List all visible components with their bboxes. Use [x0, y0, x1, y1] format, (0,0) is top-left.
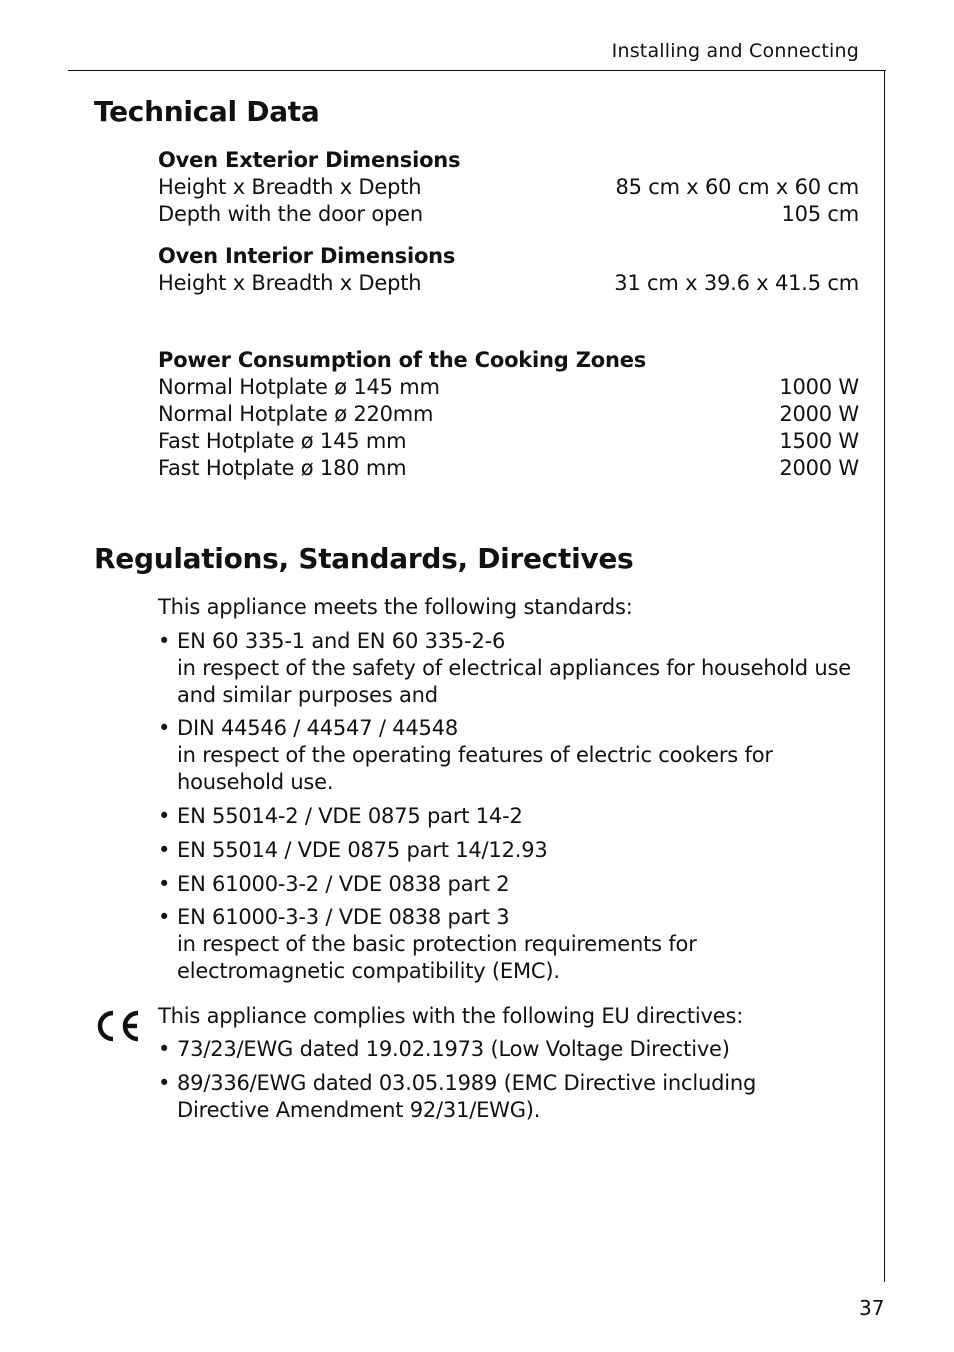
spec-label: Depth with the door open	[158, 202, 423, 226]
directive-item	[158, 1036, 863, 1063]
spec-label: Normal Hotplate ø 145 mm	[158, 375, 440, 399]
spec-row	[158, 428, 859, 455]
section-heading-technical-data: Technical Data	[94, 95, 320, 128]
spec-row	[158, 401, 859, 428]
ce-mark-icon	[94, 1008, 140, 1044]
spec-label: Fast Hotplate ø 180 mm	[158, 456, 407, 480]
standard-description: in respect of the basic protection requirements for electromagnetic compatibility (EMC).	[177, 932, 697, 983]
bullet-icon: •	[158, 804, 171, 828]
spec-label: Normal Hotplate ø 220mm	[158, 402, 434, 426]
spec-value: 2000 W	[779, 402, 859, 426]
spec-value: 31 cm x 39.6 x 41.5 cm	[614, 271, 859, 295]
spec-label: Height x Breadth x Depth	[158, 175, 422, 199]
standard-item	[158, 837, 863, 864]
standard-item	[158, 904, 863, 985]
standards-intro: This appliance meets the following standards:	[158, 595, 633, 619]
standard-description: in respect of the operating features of electric cookers for household use.	[177, 743, 773, 794]
directive-text: 89/336/EWG dated 03.05.1989 (EMC Directive including	[177, 1071, 757, 1095]
standard-code: EN 60 335-1 and EN 60 335-2-6	[177, 629, 506, 653]
header-rule	[68, 70, 886, 71]
spec-value: 2000 W	[779, 456, 859, 480]
standard-code: EN 55014 / VDE 0875 part 14/12.93	[177, 838, 548, 862]
standard-code: EN 61000-3-3 / VDE 0838 part 3	[177, 905, 510, 929]
page-number: 37	[859, 1296, 885, 1320]
spec-row	[158, 455, 859, 482]
spec-label: Fast Hotplate ø 145 mm	[158, 429, 407, 453]
directive-text-continued: Directive Amendment 92/31/EWG).	[177, 1098, 541, 1122]
standard-item	[158, 715, 863, 796]
standard-item	[158, 871, 863, 898]
bullet-icon: •	[158, 1037, 171, 1061]
spec-value: 105 cm	[781, 202, 859, 226]
spec-group-exterior	[158, 147, 859, 228]
running-head: Installing and Connecting	[611, 40, 859, 62]
spec-row	[158, 174, 859, 201]
directive-item	[158, 1070, 863, 1124]
spec-value: 1500 W	[779, 429, 859, 453]
spec-group-power	[158, 347, 859, 482]
spec-value: 1000 W	[779, 375, 859, 399]
standard-description: in respect of the safety of electrical appliances for household use and similar purposes and	[177, 656, 851, 707]
spec-row	[158, 201, 859, 228]
standard-code: EN 55014-2 / VDE 0875 part 14-2	[177, 804, 523, 828]
spec-row	[158, 374, 859, 401]
spec-group-title: Oven Interior Dimensions	[158, 244, 456, 268]
standard-item	[158, 628, 863, 709]
spec-group-title: Power Consumption of the Cooking Zones	[158, 348, 647, 372]
spec-row	[158, 270, 859, 297]
standard-code: EN 61000-3-2 / VDE 0838 part 2	[177, 872, 510, 896]
bullet-icon: •	[158, 716, 171, 740]
bullet-icon: •	[158, 905, 171, 929]
spec-group-interior	[158, 243, 859, 297]
directives-intro: This appliance complies with the following EU directives:	[158, 1004, 744, 1028]
bullet-icon: •	[158, 838, 171, 862]
directive-text: 73/23/EWG dated 19.02.1973 (Low Voltage Directive)	[177, 1037, 730, 1061]
spec-value: 85 cm x 60 cm x 60 cm	[615, 175, 859, 199]
standard-item	[158, 803, 863, 830]
spec-group-title: Oven Exterior Dimensions	[158, 148, 461, 172]
section-heading-regulations: Regulations, Standards, Directives	[94, 542, 634, 575]
bullet-icon: •	[158, 629, 171, 653]
margin-rule	[884, 70, 885, 1282]
bullet-icon: •	[158, 872, 171, 896]
spec-label: Height x Breadth x Depth	[158, 271, 422, 295]
standard-code: DIN 44546 / 44547 / 44548	[177, 716, 459, 740]
bullet-icon: •	[158, 1071, 171, 1095]
